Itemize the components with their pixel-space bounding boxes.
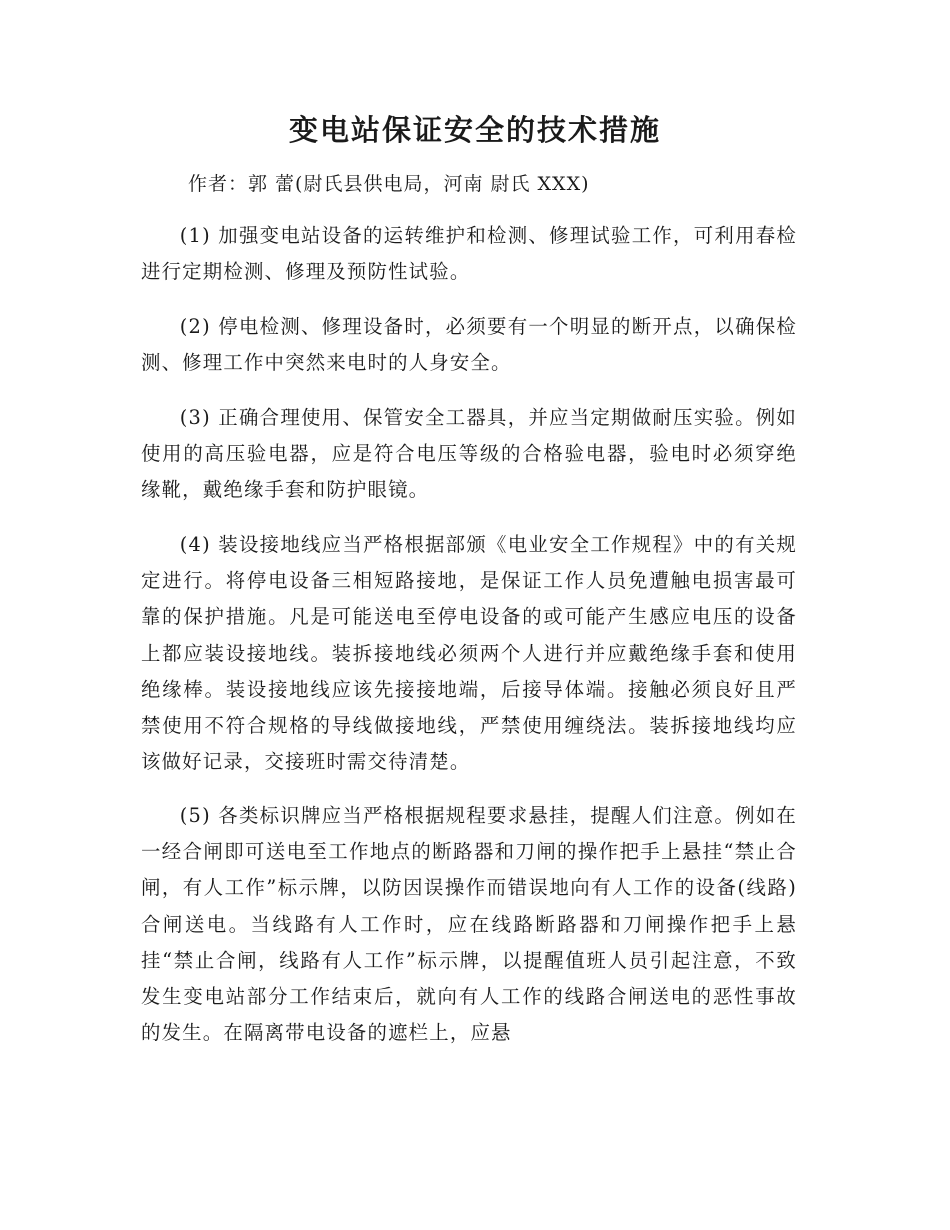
paragraph-3: (3) 正确合理使用、保管安全工器具，并应当定期做耐压实验。例如使用的高压验电器，应是符合电压等级的合格验电器，验电时必须穿绝缘靴，戴绝缘手套和防护眼镜。 — [141, 406, 797, 502]
paragraph-4: (4) 装设接地线应当严格根据部颁《电业安全工作规程》中的有关规定进行。将停电设备三相短路接地，是保证工作人员免遭触电损害最可靠的保护措施。凡是可能送电至停电设备的或可能产生感应电压的设备上都应装设接地线。装拆接地线必须两个人进行并应戴绝缘手套和使用绝缘棒。装设接地线应该先接接地端，后接导体端。接触必须良好且严禁使用不符合规格的导线做接地线，严禁使用缠绕法。装拆接地线均应该做好记录，交接班时需交待清楚。 — [141, 533, 797, 774]
paragraph-5: (5) 各类标识牌应当严格根据规程要求悬挂，提醒人们注意。例如在一经合闸即可送电至工作地点的断路器和刀闸的操作把手上悬挂“禁止合闸，有人工作”标示牌，以防因误操作而错误地向有人工作的设备(线路)合闸送电。当线路有人工作时，应在线路断路器和刀闸操作把手上悬挂“禁止合闸，线路有人工作”标示牌，以提醒值班人员引起注意，不致发生变电站部分工作结束后，就向有人工作的线路合闸送电的恶性事故的发生。在隔离带电设备的遮栏上，应悬 — [141, 804, 797, 1045]
author-line: 作者：郭 蕾(尉氏县供电局，河南 尉氏 XXX) — [188, 173, 590, 195]
document-title: 变电站保证安全的技术措施 — [288, 113, 661, 147]
paragraph-1: (1) 加强变电站设备的运转维护和检测、修理试验工作，可利用春检进行定期检测、修理及预防性试验。 — [141, 224, 797, 284]
paragraph-2: (2) 停电检测、修理设备时，必须要有一个明显的断开点，以确保检测、修理工作中突然来电时的人身安全。 — [141, 315, 797, 375]
